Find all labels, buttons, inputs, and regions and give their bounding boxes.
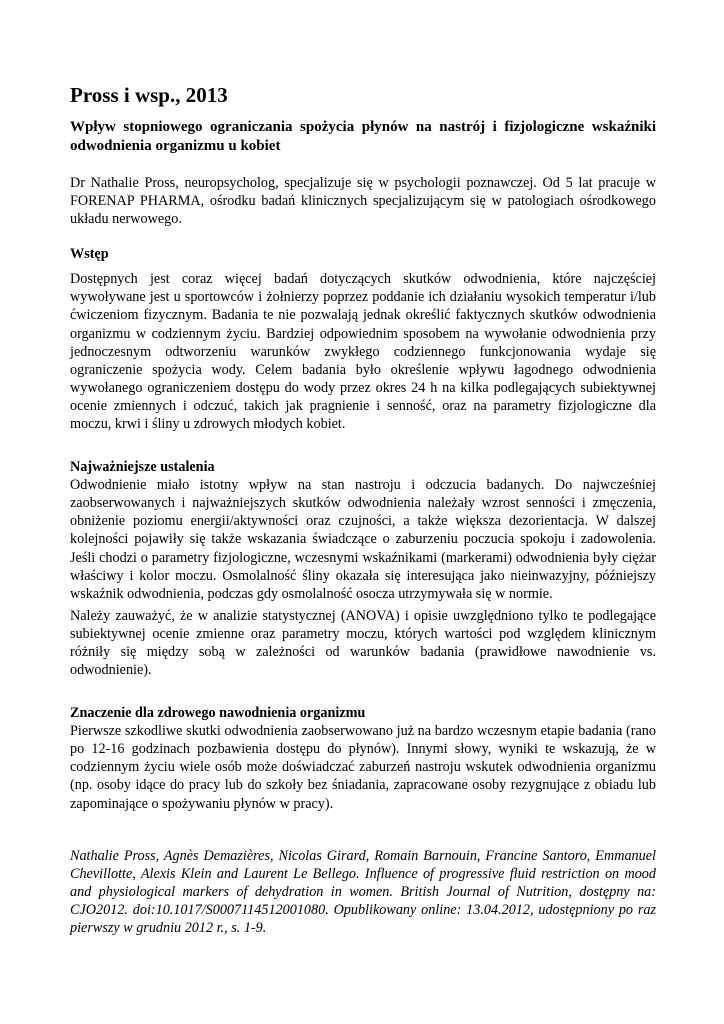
citation-reference: Nathalie Pross, Agnès Demazières, Nicolas Girard, Romain Barnouin, Francine Santoro, Emmanuel Chevillotte, Alexis Klein and Laurent Le Bellego. Influence of progressive fluid restriction on mood and physiological markers of dehydration in women. British Journal of Nutrition, dostępny na: CJO2012. doi:10.1017/S0007114512001080. Opublikowany online: 13.04.2012, udostępniony po raz pierwszy w grudniu 2012 r., s. 1-9. [70, 847, 656, 936]
author-intro: Dr Nathalie Pross, neuropsycholog, specjalizuje się w psychologii poznawczej. Od 5 lat pracuje w FORENAP PHARMA, ośrodku badań klinicznych specjalizującym się w patologiach ośrodkowego układu nerwowego. [70, 175, 656, 228]
section-heading-ustalenia: Najważniejsze ustalenia [70, 459, 215, 476]
section-heading-wstep: Wstęp [70, 246, 109, 263]
document-title: Pross i wsp., 2013 [70, 83, 228, 107]
document-subtitle: Wpływ stopniowego ograniczania spożycia płynów na nastrój i fizjologiczne wskaźniki odwodnienia organizmu u kobiet [70, 119, 656, 154]
section-heading-znaczenie: Znaczenie dla zdrowego nawodnienia organizmu [70, 705, 366, 722]
section-paragraph-wstep: Dostępnych jest coraz więcej badań dotyczących skutków odwodnienia, które najczęściej wywoływane jest u sportowców i żołnierzy poprzez poddanie ich działaniu wysokich temperatur i/lub ćwiczeniom fizycznym. Badania te nie pozwalają jednak określić faktycznych skutków odwodnienia organizmu w codziennym życiu. Bardziej odpowiednim sposobem na wywołanie odwodnienia przy jednoczesnym odtworzeniu warunków zwykłego codziennego funkcjonowania wydaje się ograniczenie spożycia wody. Celem badania było określenie wpływu łagodnego odwodnienia wywołanego ograniczeniem dostępu do wody przez okres 24 h na kilka podlegających subiektywnej ocenie zmiennych i odczuć, takich jak pragnienie i senność, oraz na parametry fizjologiczne dla moczu, krwi i śliny u zdrowych młodych kobiet. [70, 271, 656, 433]
section-paragraph-ustalenia-1: Odwodnienie miało istotny wpływ na stan nastroju i odczucia badanych. Do najwcześniej zaobserwowanych i najważniejszych skutków odwodnienia należały wzrost senności i zmęczenia, obniżenie poziomu energii/aktywności oraz czujności, a także większa dezorientacja. W dalszej kolejności pojawiły się także wskazania świadczące o zaburzeniu poczucia spokoju i zadowolenia. Jeśli chodzi o parametry fizjologiczne, wczesnymi wskaźnikami (markerami) odwodnienia były ciężar właściwy i kolor moczu. Osmolalność śliny okazała się interesująca jako nieinwazyjny, późniejszy wskaźnik odwodnienia, podczas gdy osmolalność osocza utrzymywała się w normie. [70, 477, 656, 602]
section-paragraph-ustalenia-2: Należy zauważyć, że w analizie statystycznej (ANOVA) i opisie uwzględniono tylko te podlegające subiektywnej ocenie zmienne oraz parametry moczu, których wartości pod względem klinicznym różniły się między sobą w zależności od warunków badania (prawidłowe nawodnienie vs. odwodnienie). [70, 607, 656, 679]
section-paragraph-znaczenie: Pierwsze szkodliwe skutki odwodnienia zaobserwowano już na bardzo wczesnym etapie badania (rano po 12-16 godzinach pozbawienia dostępu do płynów). Innymi słowy, wyniki te wskazują, że w codziennym życiu wiele osób może doświadczać zaburzeń nastroju wskutek odwodnienia organizmu (np. osoby idące do pracy lub do szkoły bez śniadania, zapracowane osoby rezygnujące z obiadu lub zapominające o spożywaniu płynów w pracy). [70, 723, 656, 812]
document-body [70, 82, 656, 937]
